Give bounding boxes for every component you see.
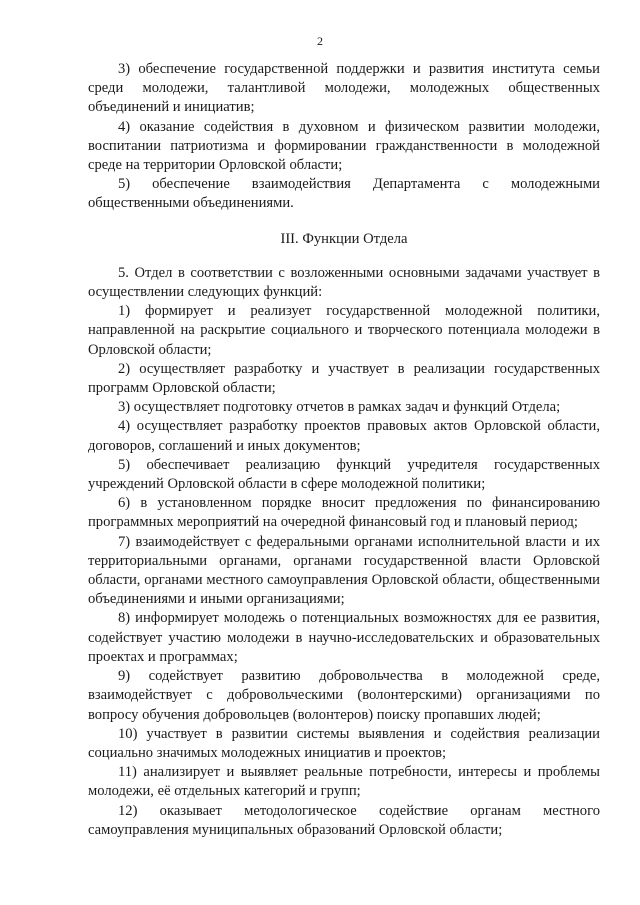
function-item-10: 10) участвует в развитии системы выявления и содействия реализации социально значимых молодежных инициатив и проектов;: [88, 725, 600, 761]
function-item-8: 8) информирует молодежь о потенциальных возможностях для ее развития, содействует участию молодежи в научно-исследовательских и образовательных проектах и программах;: [88, 610, 600, 665]
function-item-12: 12) оказывает методологическое содействие органам местного самоуправления муниципальных образований Орловской области;: [88, 802, 600, 838]
function-item-4: 4) осуществляет разработку проектов правовых актов Орловской области, договоров, соглашений и иных документов;: [88, 418, 600, 454]
document-body: [88, 60, 600, 840]
function-item-1: 1) формирует и реализует государственной молодежной политики, направленной на раскрытие социального и творческого потенциала молодежи в Орловской области;: [88, 303, 600, 358]
section-heading: III. Функции Отдела: [280, 230, 408, 247]
page-number: 2: [317, 34, 323, 48]
function-item-2: 2) осуществляет разработку и участвует в реализации государственных программ Орловской области;: [88, 360, 600, 397]
function-item-9: 9) содействует развитию добровольчества в молодежной среде, взаимодействует с добровольческими (волонтерскими) организациями по вопросу обучения добровольцев (волонтеров) поиску пропавших людей;: [88, 668, 600, 723]
task-item-5: 5) обеспечение взаимодействия Департамента с молодежными общественными объединениями.: [88, 176, 600, 212]
function-item-6: 6) в установленном порядке вносит предложения по финансированию программных мероприятий на очередной финансовый год и плановый период;: [88, 495, 600, 531]
function-item-11: 11) анализирует и выявляет реальные потребности, интересы и проблемы молодежи, её отдельных категорий и групп;: [88, 764, 600, 800]
task-item-3: 3) обеспечение государственной поддержки и развития института семьи среди молодежи, талантливой молодежи, молодежных общественных объединений и инициатив;: [88, 61, 600, 116]
function-item-7: 7) взаимодействует с федеральными органами исполнительной власти и их территориальными органами, органами государственной власти Орловской области, органами местного самоуправления Орловской области, общественными объединениями и иными организациями;: [88, 533, 600, 608]
task-item-4: 4) оказание содействия в духовном и физическом развитии молодежи, воспитании патриотизма и формировании гражданственности в молодежной среде на территории Орловской области;: [88, 118, 600, 174]
function-item-3: 3) осуществляет подготовку отчетов в рамках задач и функций Отдела;: [118, 399, 561, 416]
function-item-5: 5) обеспечивает реализацию функций учредителя государственных учреждений Орловской области в сфере молодежной политики;: [88, 456, 600, 493]
functions-intro: 5. Отдел в соответствии с возложенными основными задачами участвует в осуществлении следующих функций:: [88, 264, 600, 301]
